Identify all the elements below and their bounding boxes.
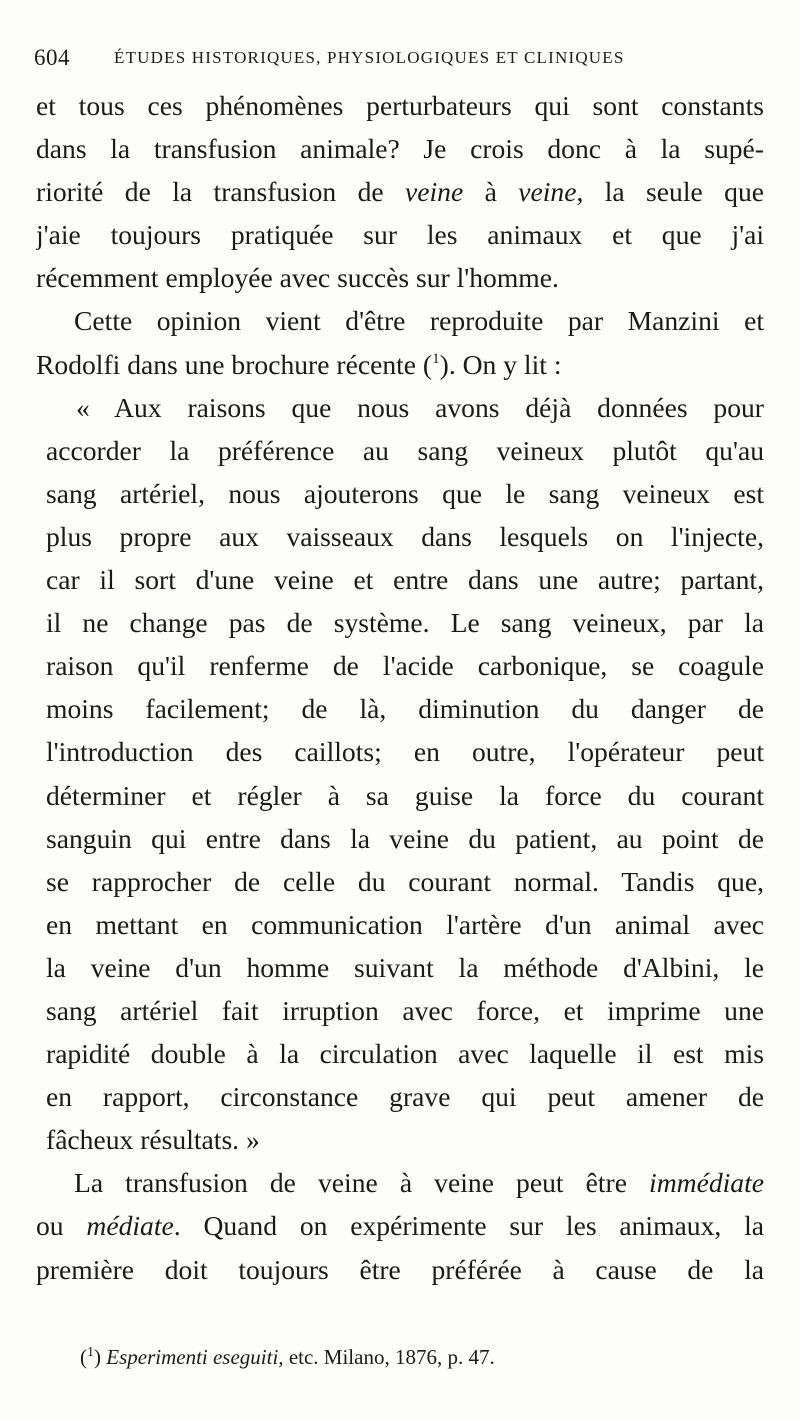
italic-term: médiate — [86, 1210, 174, 1242]
footnote-mark — [80, 1345, 101, 1369]
quote-line: « Aux raisons que nous avons déjà données pour — [76, 391, 764, 423]
text-run: La transfusion de veine à veine peut être — [74, 1167, 650, 1199]
footnote-ref: 1 — [432, 350, 440, 367]
italic-term: veine — [518, 176, 577, 208]
footnote — [80, 1342, 720, 1372]
text-run: ou — [36, 1210, 87, 1242]
quote-line: sang artériel, nous ajouterons que le sang veineux est — [46, 477, 764, 509]
text-run: , la seule que — [576, 176, 764, 208]
text-line — [36, 170, 764, 213]
text-line: et tous ces phénomènes perturbateurs qui sont constants — [36, 90, 764, 121]
italic-term: veine — [405, 176, 464, 208]
text-run: à — [463, 176, 519, 208]
quote-line: plus propre aux vaisseaux dans lesquels on l'injecte, — [46, 520, 764, 552]
page-number: 604 — [34, 45, 70, 70]
text-run: Rodolfi dans une brochure récente ( — [36, 348, 433, 380]
text-line: Cette opinion vient d'être reproduite par Manzini et — [74, 305, 764, 337]
quote-line: raison qu'il renferme de l'acide carbonique, se coagule — [46, 650, 764, 682]
text-line: j'aie toujours pratiquée sur les animaux et que j'ai — [36, 219, 764, 251]
quote-line: rapidité double à la circulation avec laquelle il est mis — [46, 1038, 764, 1070]
italic-term: immédiate — [649, 1167, 764, 1199]
quote-line: déterminer et régler à sa guise la force du courant — [46, 779, 764, 811]
text-line — [36, 1204, 764, 1247]
text-line — [36, 1161, 764, 1204]
quote-line: en mettant en communication l'artère d'un animal avec — [46, 908, 764, 940]
footnote-text: etc. Milano, 1876, p. 47. — [283, 1345, 495, 1369]
quote-line: sanguin qui entre dans la veine du patient, au point de — [46, 822, 764, 854]
quote-line: moins facilement; de là, diminution du danger de — [46, 693, 764, 725]
quote-line: l'introduction des caillots; en outre, l'opérateur peut — [46, 736, 764, 768]
text-run: ). On y lit : — [439, 348, 562, 380]
footnote-paren: ) — [94, 1345, 101, 1369]
body-text — [36, 84, 764, 1291]
text-line: récemment employée avec succès sur l'homme. — [36, 262, 559, 294]
quote-line: sang artériel fait irruption avec force, et imprime une — [46, 994, 764, 1026]
text-line: première doit toujours être préférée à cause de la — [36, 1253, 764, 1285]
quote-line: la veine d'un homme suivant la méthode d'Albini, le — [46, 951, 764, 983]
quote-line: car il sort d'une veine et entre dans une autre; partant, — [46, 564, 764, 596]
running-head: ÉTUDES HISTORIQUES, PHYSIOLOGIQUES ET CLINIQUES — [114, 48, 625, 67]
text-line — [36, 343, 764, 386]
text-run: . Quand on expérimente sur les animaux, la — [173, 1210, 764, 1242]
text-line: dans la transfusion animale? Je crois donc à la supé- — [36, 133, 764, 165]
footnote-paren: ( — [80, 1345, 87, 1369]
quote-line: accorder la préférence au sang veineux plutôt qu'au — [46, 434, 764, 466]
quote-line: il ne change pas de système. Le sang veineux, par la — [46, 607, 764, 639]
footnote-title: Esperimenti eseguiti, — [106, 1345, 284, 1369]
text-run: riorité de la transfusion de — [36, 176, 405, 208]
quote-line: fâcheux résultats. » — [46, 1124, 260, 1156]
page-header — [34, 40, 764, 76]
quote-line: en rapport, circonstance grave qui peut amener de — [46, 1081, 764, 1113]
footnote-number: 1 — [87, 1345, 94, 1360]
quote-line: se rapprocher de celle du courant normal. Tandis que, — [46, 865, 764, 897]
